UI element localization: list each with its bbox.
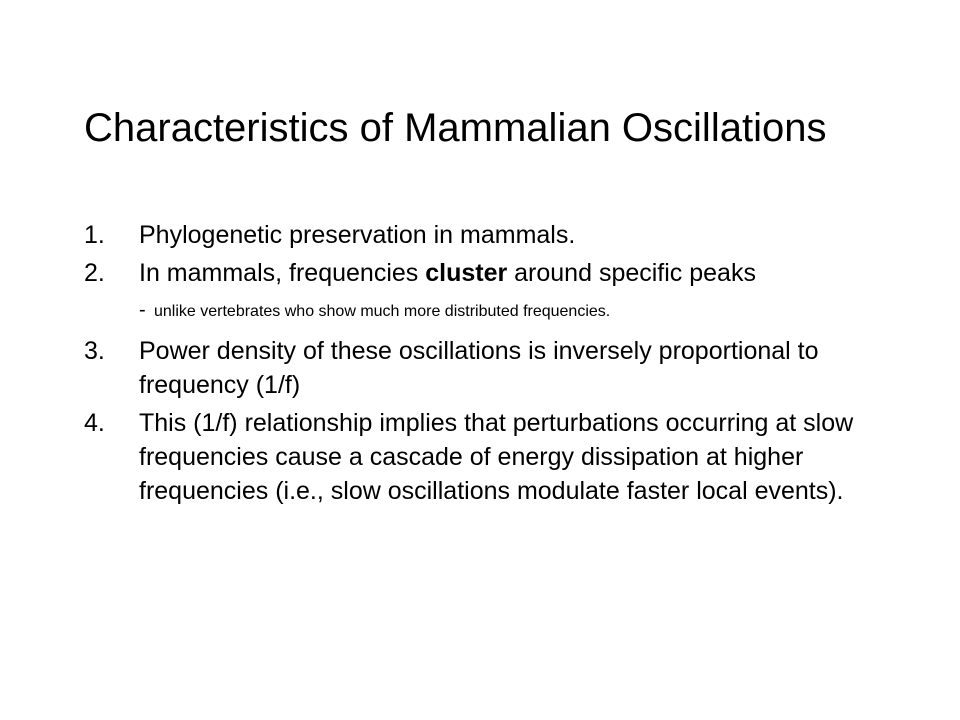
list-item-3: [84, 334, 884, 402]
list-item-number: 4.: [84, 409, 105, 437]
dash-marker: -: [139, 299, 146, 321]
list-item-text-part: In mammals, frequencies: [139, 259, 426, 287]
list-item-text: [139, 256, 884, 290]
list-item-1: [84, 218, 884, 252]
numbered-list: [84, 218, 884, 508]
subnote-text: unlike vertebrates who show much more distributed frequencies.: [154, 303, 611, 320]
list-item-number: 1.: [84, 221, 105, 249]
list-item-number: 2.: [84, 259, 105, 287]
list-item-4: [84, 406, 884, 508]
slide-title: Characteristics of Mammalian Oscillations: [84, 106, 827, 150]
list-item-text-part: around specific peaks: [507, 259, 756, 287]
list-item-2-subnote: [84, 296, 884, 326]
list-item-number: 3.: [84, 337, 105, 365]
emphasized-word: cluster: [425, 259, 508, 287]
list-item-2: [84, 256, 884, 290]
list-item-text: This (1/f) relationship implies that perturbations occurring at slow frequencies cause a cascade of energy dissipation at higher frequencies (i.e., slow oscillations modulate faster local events).: [139, 409, 854, 505]
list-item-text: Phylogenetic preservation in mammals.: [139, 221, 576, 249]
list-item-text: Power density of these oscillations is inversely proportional to frequency (1/f): [139, 337, 819, 399]
